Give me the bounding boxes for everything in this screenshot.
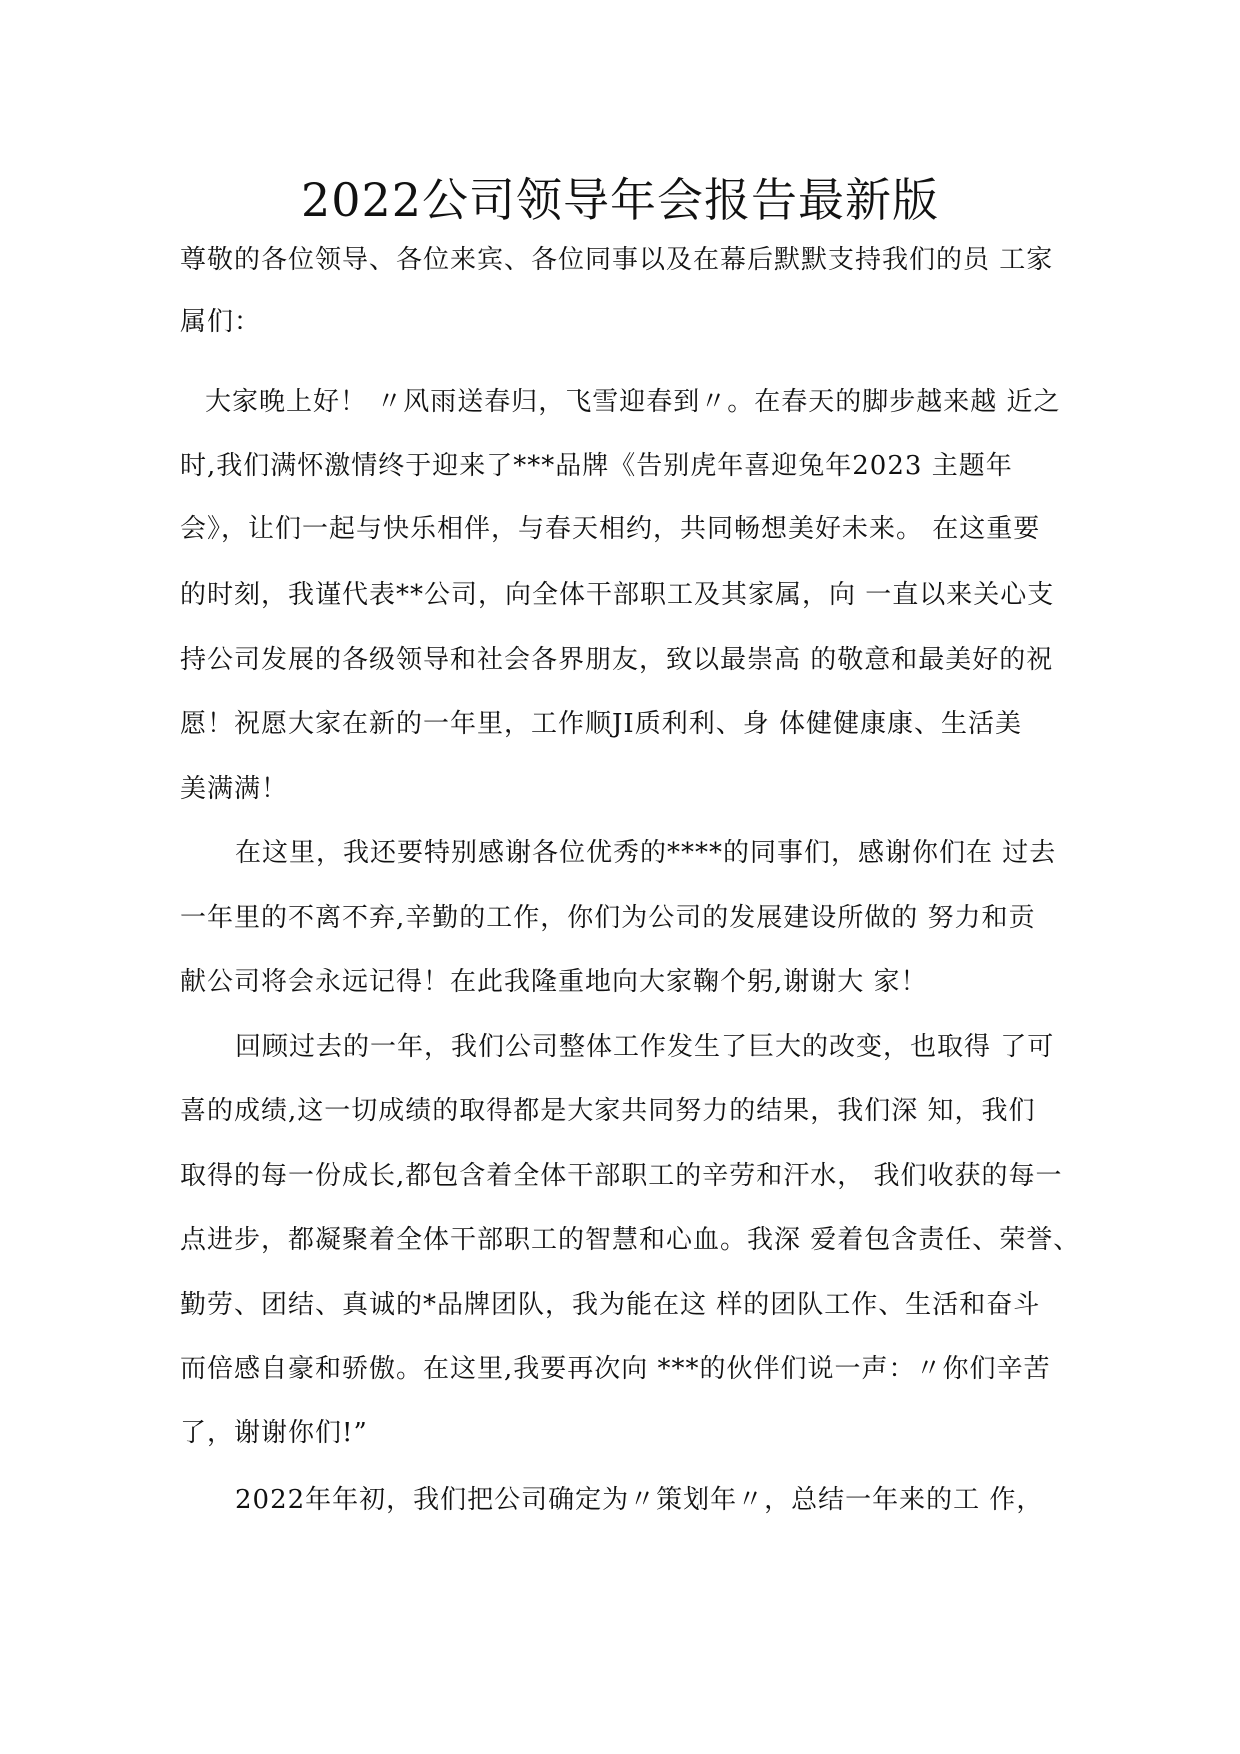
body-line: 2022年年初，我们把公司确定为〃策划年〃，总结一年来的工 作， [235,1485,1044,1515]
body-line: 尊敬的各位领导、各位来宾、各位同事以及在幕后默默支持我们的员 工家 [180,245,1054,275]
body-line: 时,我们满怀激情终于迎来了***品牌《告别虎年喜迎兔年2023 主题年 [180,451,1013,481]
body-line: 美满满！ [180,774,289,804]
body-line: 愿！祝愿大家在新的一年里，工作顺JI质利利、身 体健健康康、生活美 [180,709,1022,739]
body-line: 了，谢谢你们!” [180,1418,368,1448]
body-line: 一年里的不离不弃,辛勤的工作，你们为公司的发展建设所做的 努力和贡 [180,903,1036,933]
body-line: 取得的每一份成长,都包含着全体干部职工的辛劳和汗水， 我们收获的每一 [180,1161,1063,1191]
body-line: 会》，让们一起与快乐相伴，与春天相约，共同畅想美好未来。 在这重要 [180,514,1041,544]
body-line: 持公司发展的各级领导和社会各界朋友，致以最崇高 的敬意和最美好的祝 [180,645,1054,675]
body-line: 勤劳、团结、真诚的*品牌团队，我为能在这 样的团队工作、生活和奋斗 [180,1290,1041,1320]
body-line: 大家晚上好！ 〃风雨送春归，飞雪迎春到〃。在春天的脚步越来越 近之 [205,387,1061,417]
body-line: 献公司将会永远记得！在此我隆重地向大家鞠个躬,谢谢大 家！ [180,967,928,997]
body-line: 喜的成绩,这一切成绩的取得都是大家共同努力的结果，我们深 知，我们 [180,1096,1036,1126]
body-line: 属们： [180,307,262,337]
body-line: 点进步，都凝聚着全体干部职工的智慧和心血。我深 爱着包含责任、荣誉、 [180,1225,1081,1255]
document-title: 2022公司领导年会报告最新版 [300,173,940,227]
body-line: 在这里，我还要特别感谢各位优秀的****的同事们，感谢你们在 过去 [235,838,1057,868]
body-line: 而倍感自豪和骄傲。在这里,我要再次向 ***的伙伴们说一声：〃你们辛苦 [180,1354,1051,1384]
body-line: 回顾过去的一年，我们公司整体工作发生了巨大的改变，也取得 了可 [235,1032,1055,1062]
body-line: 的时刻，我谨代表**公司，向全体干部职工及其家属，向 一直以来关心支 [180,580,1055,610]
